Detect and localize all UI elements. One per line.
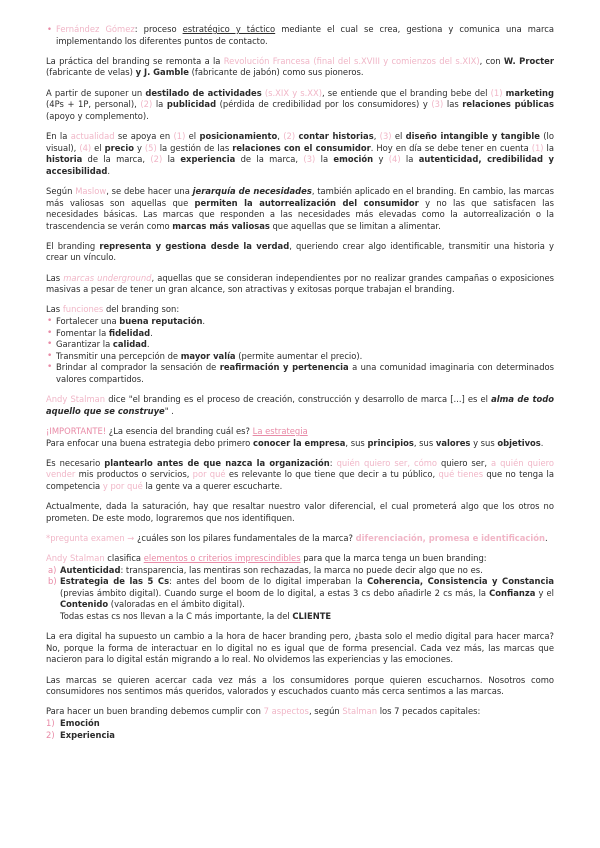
aspectos-section: Para hacer un buen branding debemos cumplir con 7 aspectos, según Stalman los 7 pecados capitales: 1) Emoción 2) Experiencia xyxy=(46,706,554,741)
paragraph-organizacion: Es necesario plantearlo antes de que nazca la organización: quién quiero ser, cómo quiero ser, a quién quiero vender mis productos o servicios, por qué es relevante lo que tiene que decir a tu público, qué tienes que no tenga la competencia y por qué la gente va a querer escucharte. xyxy=(46,457,554,491)
list-item: • Fomentar la fidelidad. xyxy=(46,328,554,340)
underlined-term: estratégico y táctico xyxy=(182,24,276,34)
funciones-intro: Las funciones del branding son: xyxy=(46,304,180,315)
paragraph-acercar: Las marcas se quieren acercar cada vez más a los consumidores porque quieren escucharnos. Nosotros como consumidores nos sentimos más queridos, valorados y escuchados cuanto más cerca sentimos a las marcas. xyxy=(46,674,554,697)
paragraph-importante: ¡IMPORTANTE! ¿La esencia del branding cuál es? La estrategia Para enfocar una buena estrategia debo primero conocer la empresa, sus principios, sus valores y sus objetivos. xyxy=(46,425,544,448)
paragraph-saturacion: Actualmente, dada la saturación, hay que resaltar nuestro valor diferencial, el cual prometerá algo que los otros no prometen. De este modo, lograremos que nos identifiquen. xyxy=(46,501,554,523)
list-item: b) Estrategia de las 5 Cs: antes del boom de lo digital imperaban la Coherencia, Consistencia y Constancia (previas ámbito digital). Cuando surge el boom de lo digital, a estas 3 cs debo añadirle 2 cs más, la Confianza y el Contenido (valoradas en el ámbito digital). Todas estas cs nos llevan a la C más importante, la del CLIENTE xyxy=(48,576,554,622)
paragraph-actualidad: En la actualidad se apoya en (1) el posicionamiento, (2) contar historias, (3) el diseño intangible y tangible (lo visual), (4) el precio y (5) la gestión de las relaciones con el consumidor. Hoy en día se debe tener en cuenta (1) la historia de la marca, (2) la experiencia de la marca, (3) la emoción y (4) la autenticidad, credibilidad y accesibilidad. xyxy=(46,130,554,176)
funciones-section xyxy=(46,304,554,385)
list-item: 1) Emoción xyxy=(46,718,100,728)
funciones-list xyxy=(46,316,554,386)
elementos-section: Andy Stalman clasifica elementos o criterios imprescindibles para que la marca tenga un buen branding: a) Autenticidad: transparencia, las mentiras son rechazadas, la marca no puede decir algo que no es. b) Estrategia de las 5 Cs: antes del boom de lo digital imperaban la Coherencia, Consistencia y Constancia (previas ámbito digital). Cuando surge el boom de lo digital, a estas 3 cs debo añadirle 2 cs más, la Confianza y el Contenido (valoradas en el ámbito digital). Todas estas cs nos llevan a la C más importante, la del CLIENTE xyxy=(46,553,554,622)
paragraph-maslow: Según Maslow, se debe hacer una jerarquía de necesidades, también aplicado en el branding. En cambio, las marcas más valiosas son aquellas que permiten la autorrealización del consumidor y no las que satisfacen las necesidades básicas. Las marcas que responden a las necesidades más elevadas como la autorrealización o la trascendencia se verán como marcas más valiosas que aquellas que se limitan a alimentar. xyxy=(46,185,555,231)
list-item: • Transmitir una percepción de mayor valía (permite aumentar el precio). xyxy=(46,351,554,363)
importante-label: ¡IMPORTANTE! xyxy=(46,425,107,436)
exam-label: *pregunta examen → xyxy=(46,532,135,543)
author-name: Fernández Gómez xyxy=(56,24,135,34)
revolution-term: Revolución Francesa xyxy=(223,55,311,66)
list-item: • Brindar al comprador la sensación de reafirmación y pertenencia a una comunidad imaginaria con determinados valores compartidos. xyxy=(46,362,554,385)
aspectos-list xyxy=(46,718,554,741)
list-item: • Garantizar la calidad. xyxy=(46,339,554,351)
list-item: • Fortalecer una buena reputación. xyxy=(46,316,554,328)
paragraph-stalman-quote: Andy Stalman dice "el branding es el proceso de creación, construcción y desarrollo de marca [...] es el alma de todo aquello que se construye" . xyxy=(46,394,554,416)
intro-paragraph: • Fernández Gómez: proceso estratégico y táctico mediante el cual se crea, gestiona y comunica una marca implementando los diferentes puntos de contacto. xyxy=(46,24,554,47)
paragraph-revolution: La práctica del branding se remonta a la Revolución Francesa (final del s.XVIII y comienzos del s.XIX), con W. Procter (fabricante de velas) y J. Gamble (fabricante de jabón) como sus pioneros. xyxy=(46,55,554,78)
paragraph-digital: La era digital ha supuesto un cambio a la hora de hacer branding pero, ¿basta solo el medio digital para hacer marca? No, porque la forma de interactuar en lo digital no es igual que de forma presencial. Cada vez más, las marcas que nacieron para lo digital están migrando a lo real. No olvidemos las experiencias y las emociones. xyxy=(46,631,554,665)
elementos-list xyxy=(46,565,554,623)
list-item: a) Autenticidad: transparencia, las mentiras son rechazadas, la marca no puede decir algo que no es. xyxy=(48,564,483,575)
list-item: 2) Experiencia xyxy=(46,729,115,740)
paragraph-examen: *pregunta examen → ¿cuáles son los pilares fundamentales de la marca? diferenciación, promesa e identificación. xyxy=(46,532,548,543)
paragraph-underground: Las marcas underground, aquellas que se consideran independientes por no realizar grandes campañas o exposiciones masivas a pesar de tener un gran alcance, son atractivas y exitosas porque trabajan el branding. xyxy=(46,272,554,295)
paragraph-destilado: A partir de suponer un destilado de actividades (s.XIX y s.XX), se entiende que el branding bebe del (1) marketing (4Ps + 1P, personal), (2) la publicidad (pérdida de credibilidad por los consumidores) y (3) las relaciones públicas (apoyo y complemento). xyxy=(46,87,554,121)
paragraph-representa: El branding representa y gestiona desde la verdad, queriendo crear algo identificable, transmitir una historia y crear un vínculo. xyxy=(46,240,554,263)
